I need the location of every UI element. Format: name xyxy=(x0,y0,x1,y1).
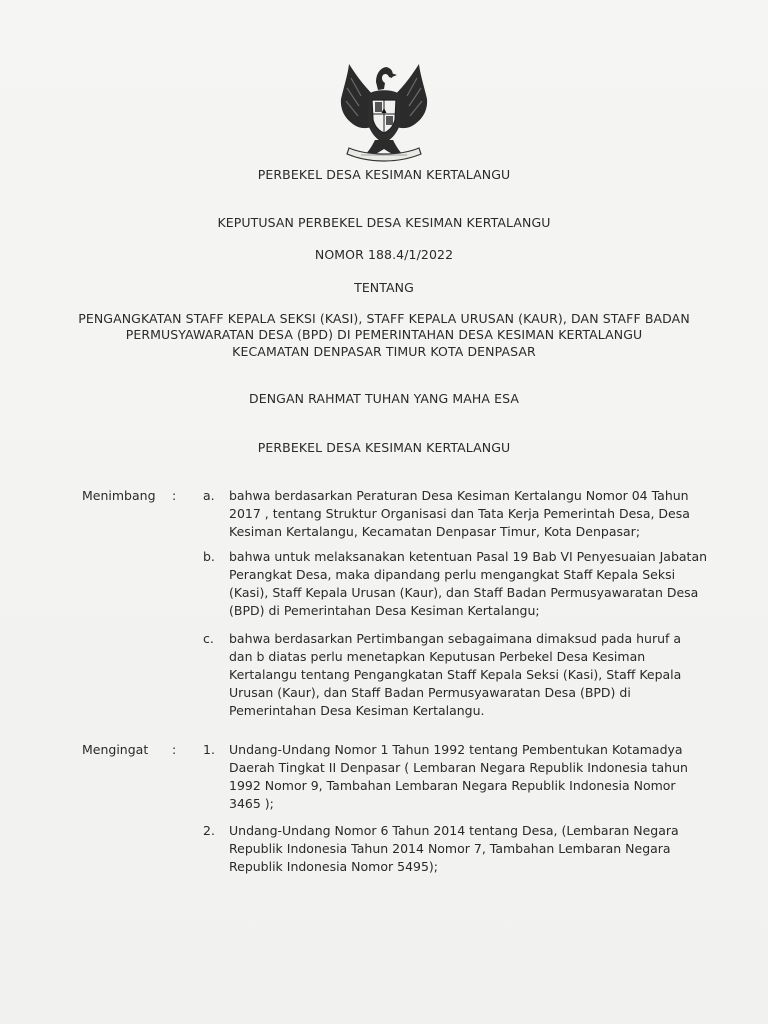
legal-basis-marker: 1. xyxy=(203,742,215,757)
signatory-heading: PERBEKEL DESA KESIMAN KERTALANGU xyxy=(257,440,511,455)
consideration-line: Urusan (Kaur), dan Staff Badan Permusyawaratan Desa (BPD) di xyxy=(229,685,631,700)
consideration-line: bahwa berdasarkan Peraturan Desa Kesiman Kertalangu Nomor 04 Tahun xyxy=(229,488,689,503)
mengingat-label: Mengingat xyxy=(82,742,149,757)
consideration-marker: c. xyxy=(203,631,214,646)
consideration-item xyxy=(229,630,686,720)
blessing-line: DENGAN RAHMAT TUHAN YANG MAHA ESA xyxy=(249,391,519,406)
consideration-line: Kertalangu tentang Pengangkatan Staff Kepala Seksi (Kasi), Staff Kepala xyxy=(229,667,682,682)
consideration-line: 2017 , tentang Struktur Organisasi dan Tata Kerja Pemerintah Desa, Desa xyxy=(229,506,690,521)
decree-subject-line: PENGANGKATAN STAFF KEPALA SEKSI (KASI), STAFF KEPALA URUSAN (KAUR), DAN STAFF BADAN xyxy=(78,311,690,326)
decree-subject-line: KECAMATAN DENPASAR TIMUR KOTA DENPASAR xyxy=(232,344,536,359)
legal-basis-marker: 2. xyxy=(203,823,215,838)
menimbang-colon: : xyxy=(172,488,177,503)
legal-basis-item xyxy=(229,741,686,813)
consideration-line: (Kasi), Staff Kepala Urusan (Kaur), dan Staff Badan Permusyawaratan Desa xyxy=(229,585,699,600)
legal-basis-line: Daerah Tingkat II Denpasar ( Lembaran Negara Republik Indonesia tahun xyxy=(229,760,688,775)
consideration-line: Kesiman Kertalangu, Kecamatan Denpasar Timur, Kota Denpasar; xyxy=(229,524,641,539)
legal-basis-line: Republik Indonesia Tahun 2014 Nomor 7, Tambahan Lembaran Negara xyxy=(229,841,671,856)
decree-title: KEPUTUSAN PERBEKEL DESA KESIMAN KERTALANGU xyxy=(217,215,551,230)
consideration-line: (BPD) di Pemerintahan Desa Kesiman Kertalangu; xyxy=(229,603,540,618)
consideration-line: Perangkat Desa, maka dipandang perlu mengangkat Staff Kepala Seksi xyxy=(229,567,676,582)
legal-basis-item xyxy=(229,822,686,876)
consideration-item xyxy=(229,548,708,620)
legal-basis-line: Republik Indonesia Nomor 5495); xyxy=(229,859,439,874)
consideration-item xyxy=(229,487,690,541)
consideration-line: bahwa untuk melaksanakan ketentuan Pasal 19 Bab VI Penyesuaian Jabatan xyxy=(229,549,708,564)
decree-subject-line: PERMUSYAWARATAN DESA (BPD) DI PEMERINTAHAN DESA KESIMAN KERTALANGU xyxy=(125,327,643,342)
consideration-marker: b. xyxy=(203,549,215,564)
legal-basis-line: 1992 Nomor 9, Tambahan Lembaran Negara Republik Indonesia Nomor xyxy=(229,778,676,793)
consideration-line: Pemerintahan Desa Kesiman Kertalangu. xyxy=(229,703,485,718)
garuda-emblem-icon xyxy=(331,56,437,164)
mengingat-colon: : xyxy=(172,742,177,757)
menimbang-label: Menimbang xyxy=(82,488,156,503)
legal-basis-line: Undang-Undang Nomor 1 Tahun 1992 tentang Pembentukan Kotamadya xyxy=(229,742,683,757)
decree-number: NOMOR 188.4/1/2022 xyxy=(314,247,454,262)
legal-basis-line: 3465 ); xyxy=(229,796,274,811)
document-authority: PERBEKEL DESA KESIMAN KERTALANGU xyxy=(257,167,511,182)
consideration-line: bahwa berdasarkan Pertimbangan sebagaimana dimaksud pada huruf a xyxy=(229,631,682,646)
consideration-line: dan b diatas perlu menetapkan Keputusan Perbekel Desa Kesiman xyxy=(229,649,646,664)
decree-about-heading: TENTANG xyxy=(354,280,414,295)
consideration-marker: a. xyxy=(203,488,215,503)
legal-basis-line: Undang-Undang Nomor 6 Tahun 2014 tentang Desa, (Lembaran Negara xyxy=(229,823,679,838)
